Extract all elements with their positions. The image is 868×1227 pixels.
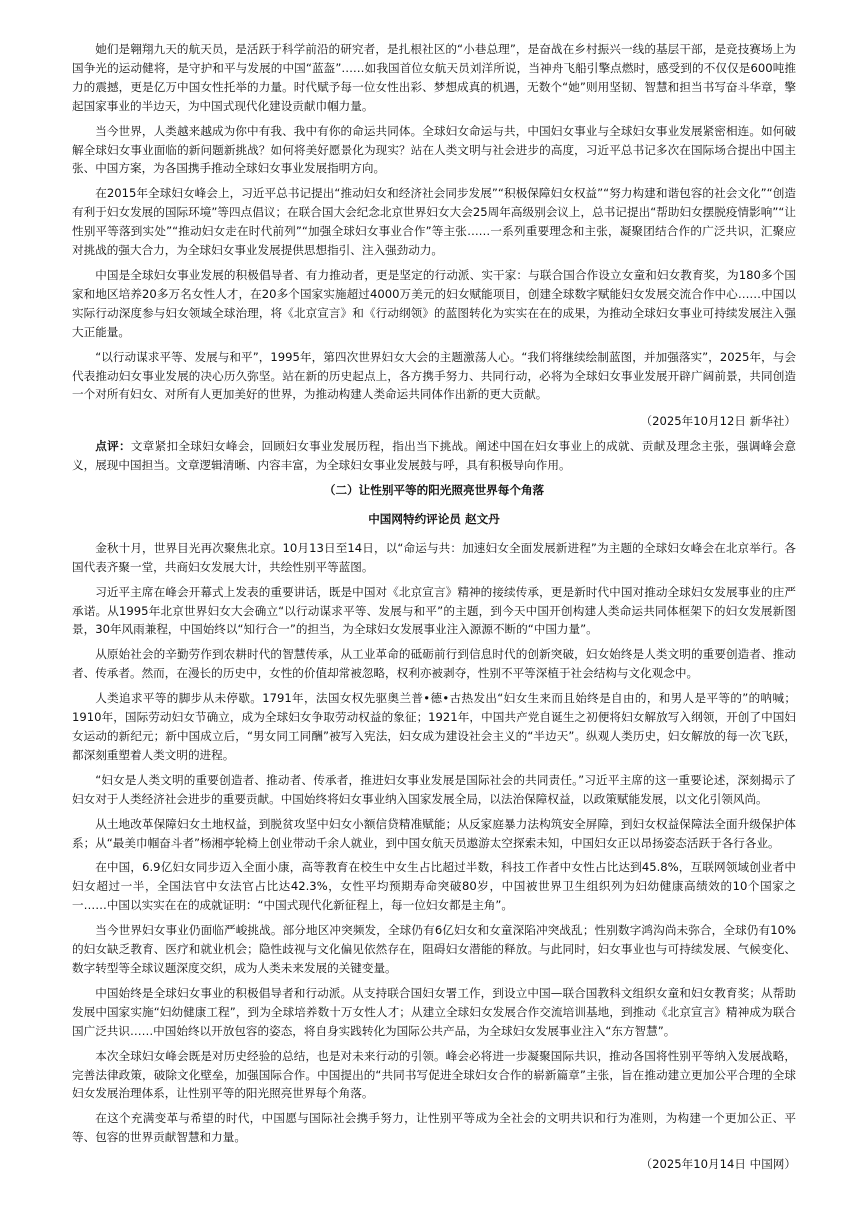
comment-label: 点评：: [95, 439, 131, 454]
article2-paragraph-1: 金秋十月，世界目光再次聚焦北京。10月13日至14日，以“命运与共：加速妇女全面发展新进程”为主题的全球妇女峰会在北京举行。各国代表齐聚一堂，共商妇女发展大计，共绘性别平等蓝图。: [72, 540, 796, 574]
article2-paragraph-2: 习近平主席在峰会开幕式上发表的重要讲话，既是中国对《北京宣言》精神的接续传承，更是新时代中国对推动全球妇女发展事业的庄严承诺。从1995年北京世界妇女大会确立“以行动谋求平等、发展与和平”的主题，到今天中国开创构建人类命运共同体框架下的妇女发展新图景，30年风雨兼程，中国始终以“知行合一”的担当，为全球妇女发展事业注入源源不断的“中国力量”。: [72, 584, 796, 637]
article1-date-source: （2025年10月12日 新华社）: [640, 414, 796, 429]
article2-date-source: （2025年10月14日 中国网）: [640, 1157, 796, 1172]
comment-block: [72, 437, 796, 475]
article1-paragraph-2: 当今世界，人类越来越成为你中有我、我中有你的命运共同体。全球妇女命运与共，中国妇女事业与全球妇女事业发展紧密相连。如何破解全球妇女事业面临的新问题新挑战？如何将美好愿景化为现实？站在人类文明与社会进步的高度，习近平总书记多次在国际场合提出中国主张、中国方案，为各国携手推动全球妇女事业发展指明方向。: [72, 123, 796, 176]
article1-paragraph-3: 在2015年全球妇女峰会上，习近平总书记提出“推动妇女和经济社会同步发展”“积极保障妇女权益”“努力构建和谐包容的社会文化”“创造有利于妇女发展的国际环境”等四点倡议；在联合国大会纪念北京世界妇女大会25周年高级别会议上，总书记提出“帮助妇女摆脱疫情影响”“让性别平等落到实处”“推动妇女走在时代前列”“加强全球妇女事业合作”等主张……一系列重要理念和主张，凝聚团结合作的广泛共识，汇聚应对挑战的强大合力，为全球妇女事业发展提供思想指引、注入强劲动力。: [72, 186, 796, 258]
article2-paragraph-11: 在这个充满变革与希望的时代，中国愿与国际社会携手努力，让性别平等成为全社会的文明共识和行为准则，为构建一个更加公正、平等、包容的世界贡献智慧和力量。: [72, 1111, 796, 1145]
article2-paragraph-4: 人类追求平等的脚步从未停歇。1791年，法国女权先驱奥兰普•德•古热发出“妇女生来而且始终是自由的，和男人是平等的”的呐喊；1910年，国际劳动妇女节确立，成为全球妇女争取劳动权益的象征；1921年，中国共产党自诞生之初便将妇女解放写入纲领，开创了中国妇女运动的新纪元；新中国成立后，“男女同工同酬”被写入宪法，妇女成为建设社会主义的“半边天”。纵观人类历史，妇女解放的每一次飞跃，都深刻重塑着人类文明的进程。: [72, 691, 796, 762]
article2-paragraph-7: 在中国，6.9亿妇女同步迈入全面小康，高等教育在校生中女生占比超过半数，科技工作者中女性占比达到45.8%，互联网领域创业者中妇女超过一半，全国法官中女法官占比达42.3%，女性平均预期寿命突破80岁，中国被世界卫生组织列为妇幼健康高绩效的10个国家之一……中国以实实在在的成就证明：“中国式现代化新征程上，每一位妇女都是主角”。: [72, 860, 796, 913]
article2-byline: 中国网特约评论员 赵文丹: [368, 511, 500, 526]
article1-paragraph-1: 她们是翱翔九天的航天员，是活跃于科学前沿的研究者，是扎根社区的“小巷总理”，是奋战在乡村振兴一线的基层干部，是竞技赛场上为国争光的运动健将，是守护和平与发展的中国“蓝盔”……如我国首位女航天员刘洋所说，当神舟飞船引擎点燃时，感受到的不仅仅是600吨推力的震撼，更是亿万中国女性托举的力量。时代赋予每一位女性出彩、梦想成真的机遇，无数个“她”则用坚韧、智慧和担当书写奋斗华章，擎起国家事业的半边天，为中国式现代化建设贡献巾帼力量。: [72, 42, 796, 113]
article2-title: （二）让性别平等的阳光照亮世界每个角落: [323, 483, 545, 498]
article2-paragraph-9: 中国始终是全球妇女事业的积极倡导者和行动派。从支持联合国妇女署工作，到设立中国—联合国教科文组织女童和妇女教育奖；从帮助发展中国家实施“妇幼健康工程”，到为全球培养数十万女性人才；从建立全球妇女发展合作交流培训基地，到推动《北京宣言》精神成为联合国广泛共识……中国始终以开放包容的姿态，将自身实践转化为国际公共产品，为全球妇女发展事业注入“东方智慧”。: [72, 985, 796, 1038]
comment-text: 文章紧扣全球妇女峰会，回顾妇女事业发展历程，指出当下挑战。阐述中国在妇女事业上的成就、贡献及理念主张，强调峰会意义，展现中国担当。文章逻辑清晰、内容丰富，为全球妇女事业发展鼓与呼，具有积极导向作用。: [72, 439, 796, 473]
article2-paragraph-8: 当今世界妇女事业仍面临严峻挑战。部分地区冲突频发，全球仍有6亿妇女和女童深陷冲突战乱；性别数字鸿沟尚未弥合，全球仍有10%的妇女缺乏教育、医疗和就业机会；隐性歧视与文化偏见依然存在，阻碍妇女潜能的释放。与此同时，妇女事业也与可持续发展、气候变化、数字转型等全球议题深度交织，成为人类未来发展的关键变量。: [72, 923, 796, 975]
article1-paragraph-5: “以行动谋求平等、发展与和平”，1995年，第四次世界妇女大会的主题激荡人心。“我们将继续绘制蓝图，并加强落实”，2025年，与会代表推动妇女事业发展的决心历久弥坚。站在新的历史起点上，各方携手努力、共同行动，必将为全球妇女事业发展开辟广阔前景，共同创造一个对所有妇女、对所有人更加美好的世界，为推动构建人类命运共同体作出新的更大贡献。: [72, 349, 796, 402]
article1-paragraph-4: 中国是全球妇女事业发展的积极倡导者、有力推动者，更是坚定的行动派、实干家：与联合国合作设立女童和妇女教育奖，为180多个国家和地区培养20多万名女性人才，在20多个国家实施超过4000万美元的妇女赋能项目，创建全球数字赋能妇女发展交流合作中心……中国以实际行动深度参与妇女领域全球治理，将《北京宣言》和《行动纲领》的蓝图转化为实实在在的成果，为推动全球妇女事业可持续发展注入强大正能量。: [72, 267, 796, 339]
article2-paragraph-6: 从土地改革保障妇女土地权益，到脱贫攻坚中妇女小额信贷精准赋能；从反家庭暴力法构筑安全屏障，到妇女权益保障法全面升级保护体系；从“最美巾帼奋斗者”杨湘亭轮椅上创业带动千余人就业，到中国女航天员遨游太空探索未知，中国妇女正以昂扬姿态活跃于各行各业。: [72, 816, 796, 850]
article2-paragraph-5: “妇女是人类文明的重要创造者、推动者、传承者，推进妇女事业发展是国际社会的共同责任。”习近平主席的这一重要论述，深刻揭示了妇女对于人类经济社会进步的重要贡献。中国始终将妇女事业纳入国家发展全局，以法治保障权益，以政策赋能发展，以文化引领风尚。: [72, 772, 796, 806]
article2-paragraph-3: 从原始社会的辛勤劳作到农耕时代的智慧传承，从工业革命的砥砺前行到信息时代的创新突破，妇女始终是人类文明的重要创造者、推动者、传承者。然而，在漫长的历史中，女性的价值却常被忽略，权利亦被剥夺，性别不平等深植于社会结构与文化观念中。: [72, 647, 796, 681]
article2-paragraph-10: 本次全球妇女峰会既是对历史经验的总结，也是对未来行动的引领。峰会必将进一步凝聚国际共识，推动各国将性别平等纳入发展战略，完善法律政策，破除文化壁垒，加强国际合作。中国提出的“共同书写促进全球妇女合作的崭新篇章”主张，旨在推动建立更加公平合理的全球妇女发展治理体系，让性别平等的阳光照亮世界每个角落。: [72, 1048, 796, 1101]
